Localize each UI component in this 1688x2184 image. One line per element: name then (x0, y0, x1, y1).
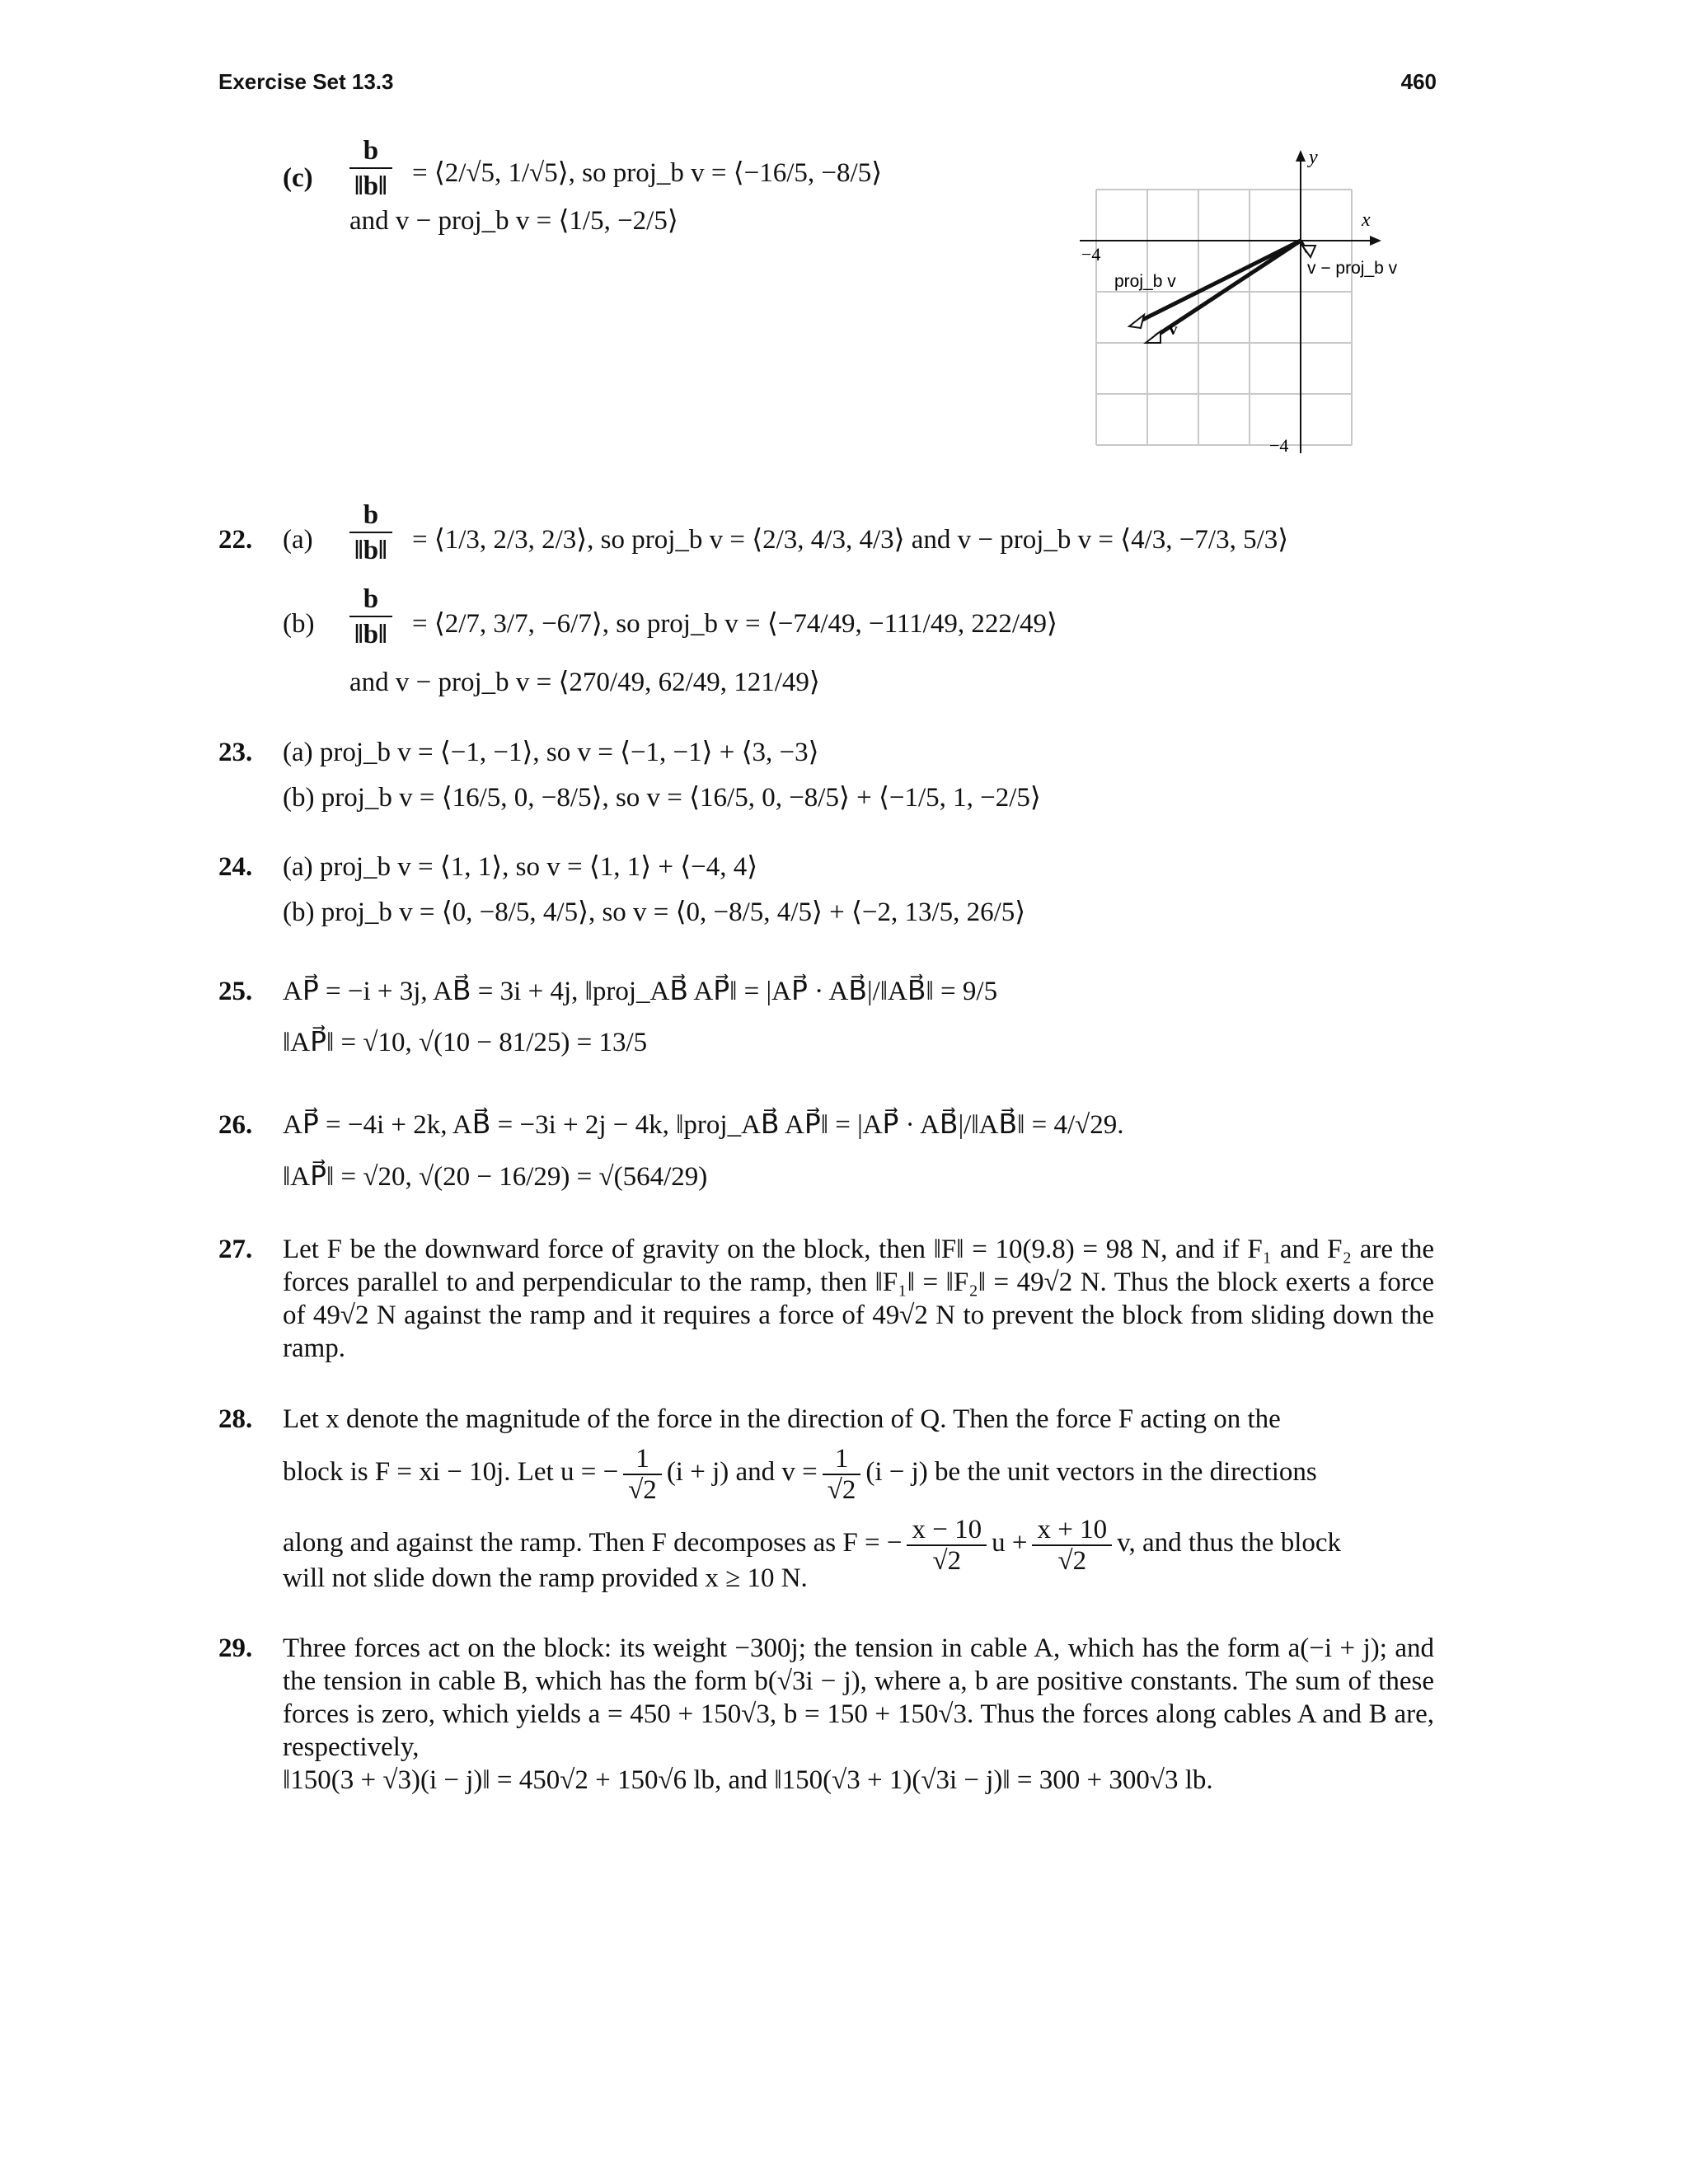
fraction-numerator: b (349, 583, 392, 617)
answer-26-line2: ‖AP⃗‖ = √20, √(20 − 16/29) = √(564/29) (283, 1162, 708, 1192)
answer-22a: = ⟨1/3, 2/3, 2/3⟩, so proj_b v = ⟨2/3, 4/3, 4/3⟩ and v − proj_b v = ⟨4/3, −7/3, 5/3⟩ (412, 525, 1289, 555)
unit-b-fraction (349, 134, 392, 204)
answer-25-line2: ‖AP⃗‖ = √10, √(10 − 81/25) = 13/5 (283, 1028, 648, 1057)
answer-29-last-line: ‖150(3 + √3)(i − j)‖ = 450√2 + 150√6 lb, and ‖150(√3 + 1)(√3i − j)‖ = 300 + 300√3 lb. (283, 1765, 1213, 1795)
problem-number-29: 29. (218, 1633, 253, 1663)
answer-29: Three forces act on the block: its weight −300j; the tension in cable A, which has the form a(−i + j); and the tension in cable B, which has the form b(√3i − j), where a, b are positive constants. The sum of these forces is zero, which yields a = 450 + 150√3, b = 150 + 150√3. Thus the forces along cables A and B are, respectively, (283, 1633, 1434, 1762)
grid-lines (1096, 190, 1352, 445)
answer-23b: (b) proj_b v = ⟨16/5, 0, −8/5⟩, so v = ⟨16/5, 0, −8/5⟩ + ⟨−1/5, 1, −2/5⟩ (283, 783, 1041, 813)
fraction-numerator: b (349, 499, 392, 533)
v-label: v (1169, 319, 1178, 339)
x-tick-label: −4 (1081, 244, 1101, 265)
problem-number-23: 23. (218, 738, 253, 767)
answer-22b-line1: = ⟨2/7, 3/7, −6/7⟩, so proj_b v = ⟨−74/49, −111/49, 222/49⟩ (412, 609, 1057, 639)
answer-25-line1: AP⃗ = −i + 3j, AB⃗ = 3i + 4j, ‖proj_AB⃗ AP⃗‖ = |AP⃗ · AB⃗|/‖AB⃗‖ = 9/5 (283, 977, 998, 1006)
frac-x-minus-10 (907, 1515, 987, 1576)
proj-label: proj_b v (1114, 272, 1176, 291)
fraction-denominator: √2 (628, 1475, 657, 1505)
problem-number-25: 25. (218, 977, 253, 1006)
fraction-numerator: x + 10 (1032, 1515, 1112, 1546)
fraction-denominator: ‖b‖ (354, 536, 387, 565)
answer-28-line1: Let x denote the magnitude of the force in the direction of Q. Then the force F acting on the (283, 1404, 1281, 1434)
section-title: Exercise Set 13.3 (218, 69, 394, 94)
frac-1-over-sqrt2-a (623, 1444, 662, 1505)
problem-number-24: 24. (218, 852, 253, 882)
answer-27: Let F be the downward force of gravity on the block, then ‖F‖ = 10(9.8) = 98 N, and if F₁ and F₂ are the forces parallel to and perpendicular to the ramp, then ‖F₁‖ = ‖F₂‖ = 49√2 N. Thus the block exerts a force of 49√2 N against the ramp and it requires a force of 49√2 N to prevent the block from sliding down the ramp. (283, 1235, 1434, 1363)
answer-28-line2a: block is F = xi − 10j. Let u = − (283, 1457, 619, 1487)
fraction-denominator: √2 (1057, 1546, 1087, 1576)
problem-number-28: 28. (218, 1404, 253, 1434)
answer-21c-line2: and v − proj_b v = ⟨1/5, −2/5⟩ (349, 206, 678, 236)
answer-28-line3c: v, and thus the block (1117, 1528, 1342, 1558)
proj-vector-head (1129, 315, 1144, 328)
answer-21c-line1: = ⟨2/√5, 1/√5⟩, so proj_b v = ⟨−16/5, −8/5⟩ (412, 158, 883, 188)
y-tick-label: −4 (1269, 435, 1289, 456)
answer-28-line2 (283, 1444, 1317, 1505)
x-axis-label: x (1362, 209, 1371, 231)
page-number: 460 (1400, 69, 1437, 94)
answer-26-line1: AP⃗ = −4i + 2k, AB⃗ = −3i + 2j − 4k, ‖proj_AB⃗ AP⃗‖ = |AP⃗ · AB⃗|/‖AB⃗‖ = 4/√29. (283, 1110, 1124, 1140)
answer-28-line3b: u + (992, 1528, 1028, 1558)
fraction-denominator: ‖b‖ (354, 171, 387, 201)
problem-number-26: 26. (218, 1110, 253, 1140)
fraction-denominator: ‖b‖ (354, 620, 387, 649)
x-axis-arrow (1370, 236, 1381, 246)
problem-number-27: 27. (218, 1235, 253, 1264)
perp-label: v − proj_b v (1307, 259, 1398, 278)
answer-28-line4: will not slide down the ramp provided x ≥ 10 N. (283, 1563, 808, 1593)
unit-b-fraction-22b (349, 583, 392, 652)
fraction-numerator: 1 (823, 1444, 861, 1475)
projection-graph (1063, 140, 1434, 462)
answer-28-line3a: along and against the ramp. Then F decomposes as F = − (283, 1528, 903, 1558)
y-axis-label: y (1309, 147, 1318, 168)
perp-vector-head (1302, 246, 1315, 257)
unit-b-fraction-22a (349, 499, 392, 568)
fraction-numerator: b (349, 134, 392, 169)
part-label-c: (c) (283, 163, 313, 193)
fraction-denominator: √2 (932, 1546, 962, 1576)
part-label-22b: (b) (283, 609, 315, 639)
answer-28-line2b: (i + j) and v = (666, 1457, 818, 1487)
answer-23a: (a) proj_b v = ⟨−1, −1⟩, so v = ⟨−1, −1⟩ + ⟨3, −3⟩ (283, 738, 819, 767)
fraction-numerator: x − 10 (907, 1515, 987, 1546)
frac-1-over-sqrt2-b (823, 1444, 861, 1505)
answer-24a: (a) proj_b v = ⟨1, 1⟩, so v = ⟨1, 1⟩ + ⟨−4, 4⟩ (283, 852, 758, 882)
part-label-22a: (a) (283, 525, 313, 555)
y-axis-arrow (1296, 150, 1306, 162)
problem-number-22: 22. (218, 525, 253, 555)
answer-22b-line2: and v − proj_b v = ⟨270/49, 62/49, 121/49⟩ (349, 668, 820, 697)
fraction-denominator: √2 (827, 1475, 856, 1505)
fraction-numerator: 1 (623, 1444, 662, 1475)
answer-24b: (b) proj_b v = ⟨0, −8/5, 4/5⟩, so v = ⟨0, −8/5, 4/5⟩ + ⟨−2, 13/5, 26/5⟩ (283, 898, 1026, 927)
frac-x-plus-10 (1032, 1515, 1112, 1576)
answer-28-line2c: (i − j) be the unit vectors in the directions (865, 1457, 1317, 1487)
